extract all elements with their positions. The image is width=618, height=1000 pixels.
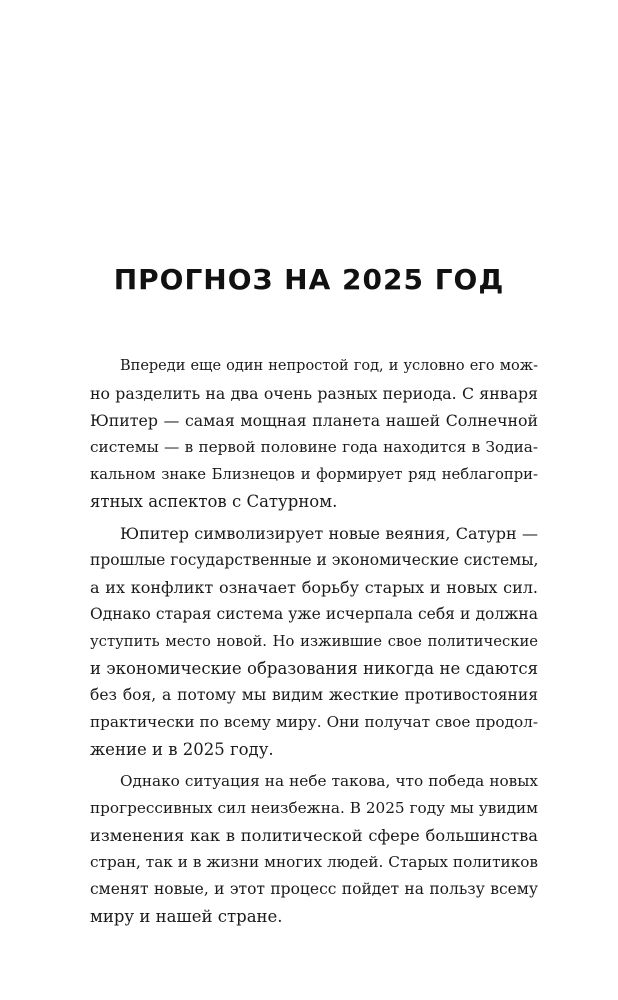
- text-line: а их конфликт означает борьбу старых и новых сил.: [90, 578, 538, 597]
- text-line: сменят новые, и этот процесс пойдет на пользу всему: [90, 880, 538, 898]
- chapter-title: ПРОГНОЗ НА 2025 ГОД: [113, 263, 505, 296]
- paragraph-3: [90, 768, 538, 930]
- text-line: но разделить на два очень разных периода. С января: [90, 384, 538, 403]
- text-line: Однако ситуация на небе такова, что победа новых: [120, 772, 538, 790]
- text-line: прогрессивных сил неизбежна. В 2025 году мы увидим: [90, 799, 538, 817]
- text-line: Юпитер символизирует новые веяния, Сатурн —: [120, 524, 538, 543]
- text-line: Однако старая система уже исчерпала себя и должна: [90, 605, 538, 623]
- text-line: и экономические образования никогда не сдаются: [90, 659, 538, 678]
- text-line: прошлые государственные и экономические системы,: [90, 551, 539, 569]
- text-line: кальном знаке Близнецов и формирует ряд неблагопри-: [90, 466, 538, 483]
- text-line: практически по всему миру. Они получат свое продол-: [90, 713, 538, 731]
- text-body: [90, 353, 538, 930]
- paragraph-1: [90, 353, 538, 515]
- text-line: ятных аспектов с Сатурном.: [90, 492, 338, 511]
- text-line: без боя, а потому мы видим жесткие противостояния: [90, 686, 538, 704]
- text-line: миру и нашей стране.: [90, 907, 283, 926]
- text-line: изменения как в политической сфере большинства: [90, 826, 538, 845]
- text-line: Юпитер — самая мощная планета нашей Солнечной: [90, 411, 538, 430]
- text-line: жение и в 2025 году.: [90, 740, 274, 759]
- text-line: Впереди еще один непростой год, и условно его мож-: [120, 358, 538, 374]
- text-line: стран, так и в жизни многих людей. Старых политиков: [90, 853, 538, 871]
- text-line: уступить место новой. Но изжившие свое политические: [90, 633, 538, 650]
- text-line: системы — в первой половине года находится в Зодиа-: [90, 438, 538, 456]
- paragraph-2: [90, 520, 538, 763]
